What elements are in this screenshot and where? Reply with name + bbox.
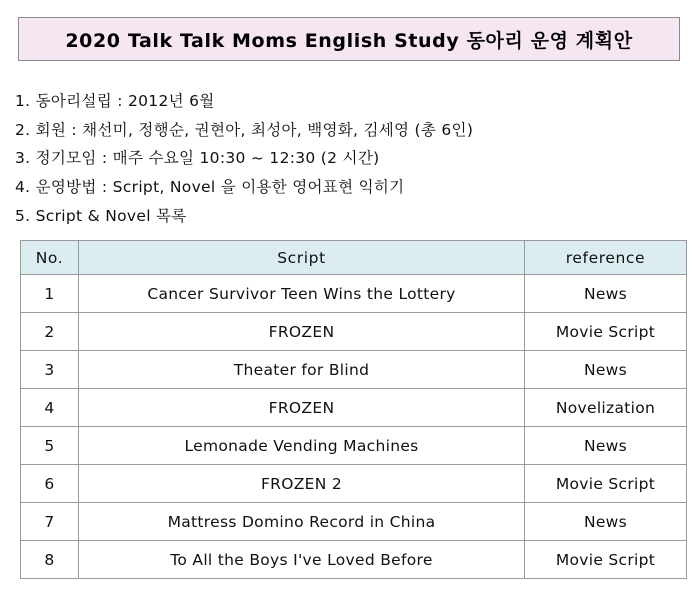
header-script: Script bbox=[79, 241, 525, 275]
table-row bbox=[21, 503, 687, 541]
table-row bbox=[21, 465, 687, 503]
cell-reference: News bbox=[525, 351, 687, 389]
title-banner bbox=[18, 17, 680, 61]
info-item-members: 2. 회원 : 채선미, 정행순, 권현아, 최성아, 백영화, 김세영 (총 6인) bbox=[15, 120, 474, 139]
info-item-list-heading: 5. Script & Novel 목록 bbox=[15, 206, 187, 225]
cell-reference: News bbox=[525, 503, 687, 541]
cell-script: FROZEN 2 bbox=[79, 465, 525, 503]
cell-script: To All the Boys I've Loved Before bbox=[79, 541, 525, 579]
cell-reference: Movie Script bbox=[525, 541, 687, 579]
cell-no: 6 bbox=[21, 465, 79, 503]
info-item-founding: 1. 동아리설립 : 2012년 6월 bbox=[15, 92, 215, 110]
cell-no: 1 bbox=[21, 275, 79, 313]
header-reference: reference bbox=[525, 241, 687, 275]
cell-reference: Movie Script bbox=[525, 465, 687, 503]
table-row bbox=[21, 275, 687, 313]
info-item-meetings: 3. 정기모임 : 매주 수요일 10:30 ~ 12:30 (2 시간) bbox=[15, 149, 380, 168]
cell-script: FROZEN bbox=[79, 389, 525, 427]
cell-no: 8 bbox=[21, 541, 79, 579]
cell-no: 5 bbox=[21, 427, 79, 465]
table-row bbox=[21, 427, 687, 465]
cell-script: Theater for Blind bbox=[79, 351, 525, 389]
info-item-method: 4. 운영방법 : Script, Novel 을 이용한 영어표현 익히기 bbox=[15, 178, 405, 197]
cell-reference: Movie Script bbox=[525, 313, 687, 351]
info-list bbox=[15, 90, 473, 233]
cell-reference: News bbox=[525, 275, 687, 313]
page-title: 2020 Talk Talk Moms English Study 동아리 운영 계획안 bbox=[65, 29, 633, 52]
cell-no: 7 bbox=[21, 503, 79, 541]
cell-reference: Novelization bbox=[525, 389, 687, 427]
table-row bbox=[21, 313, 687, 351]
table-row bbox=[21, 389, 687, 427]
script-table bbox=[20, 240, 687, 579]
table-row bbox=[21, 351, 687, 389]
header-no: No. bbox=[21, 241, 79, 275]
cell-no: 4 bbox=[21, 389, 79, 427]
table-row bbox=[21, 541, 687, 579]
cell-script: Mattress Domino Record in China bbox=[79, 503, 525, 541]
cell-script: Lemonade Vending Machines bbox=[79, 427, 525, 465]
cell-script: FROZEN bbox=[79, 313, 525, 351]
cell-reference: News bbox=[525, 427, 687, 465]
cell-script: Cancer Survivor Teen Wins the Lottery bbox=[79, 275, 525, 313]
table-header-row bbox=[21, 241, 687, 275]
cell-no: 3 bbox=[21, 351, 79, 389]
cell-no: 2 bbox=[21, 313, 79, 351]
